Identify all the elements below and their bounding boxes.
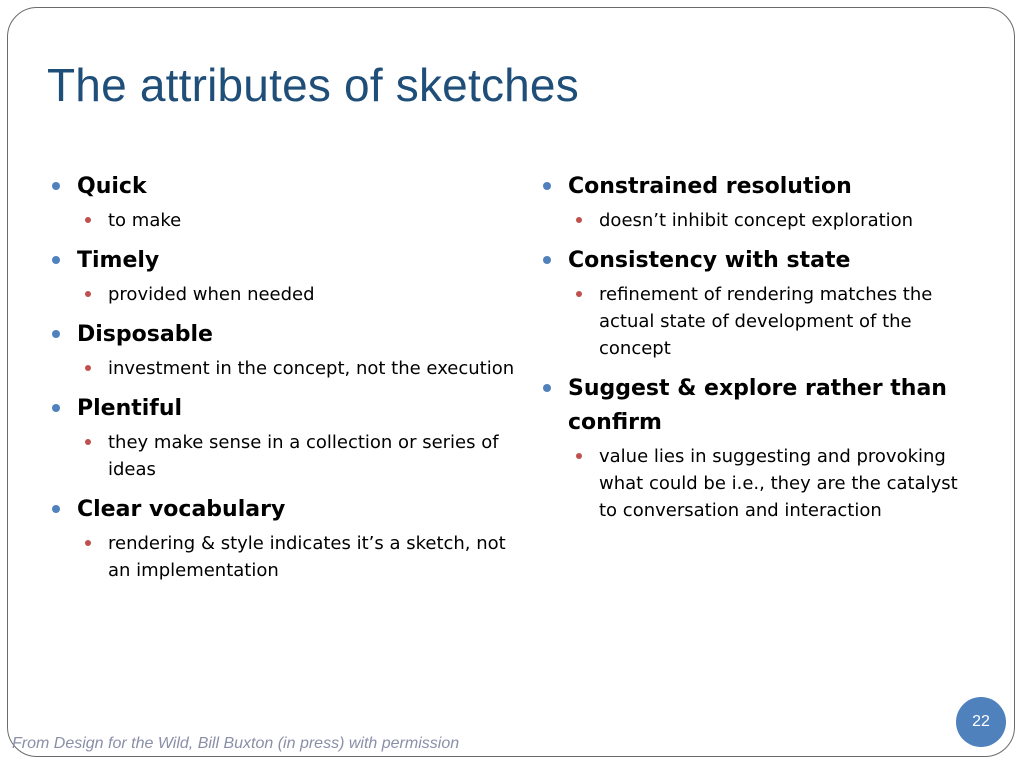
bullet-heading <box>541 372 981 440</box>
bullet-heading-text: Quick <box>77 174 147 199</box>
sub-bullet-dot-icon <box>85 365 91 371</box>
slide-title: The attributes of sketches <box>47 59 579 111</box>
sub-bullet-dot-icon <box>576 291 582 297</box>
bullet-heading <box>50 170 520 204</box>
sub-bullet-dot-icon <box>85 291 91 297</box>
sub-bullet <box>568 207 981 234</box>
bullet-dot-icon <box>52 182 60 190</box>
sub-bullet-dot-icon <box>576 453 582 459</box>
bullet-item <box>50 244 520 308</box>
bullet-heading-text: Disposable <box>77 322 213 347</box>
sub-bullet-dot-icon <box>85 217 91 223</box>
source-credit: From Design for the Wild, Bill Buxton (in press) with permission <box>12 735 460 752</box>
sub-bullet-text: value lies in suggesting and provoking what could be i.e., they are the catalyst to conversation and interaction <box>599 446 958 521</box>
bullet-heading-text: Constrained resolution <box>568 174 852 199</box>
bullet-item <box>541 372 981 524</box>
bullet-dot-icon <box>52 505 60 513</box>
sub-bullet-text: investment in the concept, not the execution <box>108 358 515 379</box>
sub-bullet <box>77 429 520 483</box>
bullet-heading-text: Suggest & explore rather than confirm <box>568 376 947 435</box>
bullet-item <box>50 493 520 584</box>
bullet-item <box>541 244 981 362</box>
bullet-item <box>541 170 981 234</box>
sub-bullet <box>77 281 520 308</box>
sub-bullet-dot-icon <box>576 217 582 223</box>
bullet-dot-icon <box>52 404 60 412</box>
bullet-heading-text: Clear vocabulary <box>77 497 286 522</box>
bullet-heading <box>50 318 520 352</box>
sub-bullet <box>568 281 981 362</box>
bullet-heading <box>50 244 520 278</box>
page-number-badge: 22 <box>956 697 1006 747</box>
bullet-heading <box>50 392 520 426</box>
bullet-item <box>50 170 520 234</box>
bullet-dot-icon <box>543 384 551 392</box>
bullet-item <box>50 318 520 382</box>
bullet-heading <box>541 244 981 278</box>
sub-bullet-dot-icon <box>85 439 91 445</box>
bullet-dot-icon <box>52 256 60 264</box>
right-bullet-column <box>541 170 981 534</box>
bullet-dot-icon <box>543 256 551 264</box>
sub-bullet-text: doesn’t inhibit concept exploration <box>599 210 914 231</box>
left-bullet-column <box>50 170 520 594</box>
bullet-heading <box>50 493 520 527</box>
sub-bullet-dot-icon <box>85 540 91 546</box>
sub-bullet <box>77 355 520 382</box>
bullet-item <box>50 392 520 483</box>
sub-bullet-text: refinement of rendering matches the actual state of development of the concept <box>599 284 933 359</box>
sub-bullet-text: they make sense in a collection or series of ideas <box>108 432 499 480</box>
bullet-heading-text: Plentiful <box>77 396 183 421</box>
sub-bullet <box>77 530 520 584</box>
bullet-dot-icon <box>52 330 60 338</box>
sub-bullet-text: provided when needed <box>108 284 315 305</box>
bullet-heading-text: Timely <box>77 248 160 273</box>
sub-bullet <box>77 207 520 234</box>
bullet-heading-text: Consistency with state <box>568 248 851 273</box>
sub-bullet <box>568 443 981 524</box>
bullet-heading <box>541 170 981 204</box>
bullet-dot-icon <box>543 182 551 190</box>
sub-bullet-text: to make <box>108 210 182 231</box>
sub-bullet-text: rendering & style indicates it’s a sketch, not an implementation <box>108 533 506 581</box>
